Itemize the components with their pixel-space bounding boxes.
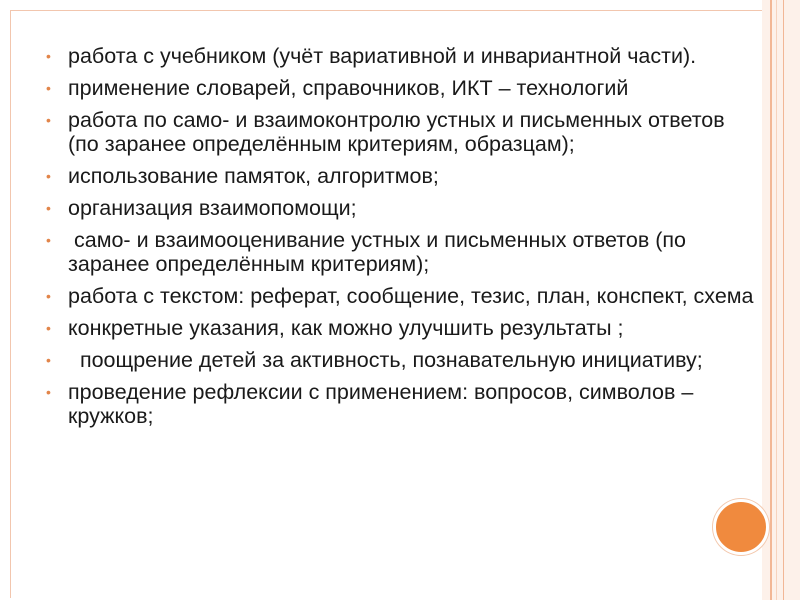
list-item-text: организация взаимопомощи;	[68, 196, 357, 220]
list-item	[40, 108, 760, 156]
right-decorative-band	[762, 0, 800, 600]
orange-circle-ornament	[713, 499, 769, 555]
list-item-text: использование памяток, алгоритмов;	[68, 164, 439, 188]
list-item	[40, 196, 760, 220]
bullet-icon: •	[46, 200, 51, 216]
right-decorative-line	[783, 0, 784, 600]
list-item-text: само- и взаимооценивание устных и письменных ответов (по заранее определённым критериям);	[68, 228, 692, 276]
right-decorative-line	[770, 0, 772, 600]
bullet-icon: •	[46, 80, 51, 96]
list-item	[40, 380, 760, 428]
list-item-text: работа с текстом: реферат, сообщение, тезис, план, конспект, схема	[68, 284, 754, 308]
bullet-icon: •	[46, 320, 51, 336]
list-item	[40, 316, 760, 340]
list-item	[40, 284, 760, 308]
list-item-text: применение словарей, справочников, ИКТ – технологий	[68, 76, 629, 100]
bullet-icon: •	[46, 168, 51, 184]
bullet-icon: •	[46, 48, 51, 64]
list-item	[40, 164, 760, 188]
bullet-list	[40, 44, 760, 428]
list-item-text: работа с учебником (учёт вариативной и инвариантной части).	[68, 44, 697, 68]
bullet-icon: •	[46, 288, 51, 304]
list-item	[40, 348, 760, 372]
list-item	[40, 228, 760, 276]
list-item	[40, 76, 760, 100]
bullet-icon: •	[46, 232, 51, 248]
list-item	[40, 44, 760, 68]
right-decorative-line	[776, 0, 777, 600]
bullet-icon: •	[46, 112, 51, 128]
bullet-icon: •	[46, 384, 51, 400]
slide-content	[40, 44, 760, 436]
list-item-text: конкретные указания, как можно улучшить результаты ;	[68, 316, 624, 340]
list-item-text: работа по само- и взаимоконтролю устных и письменных ответов (по заранее определённым критериям, образцам);	[68, 108, 731, 156]
bullet-icon: •	[46, 352, 51, 368]
list-item-text: поощрение детей за активность, познавательную инициативу;	[68, 348, 703, 372]
list-item-text: проведение рефлексии с применением: вопросов, символов – кружков;	[68, 380, 700, 428]
